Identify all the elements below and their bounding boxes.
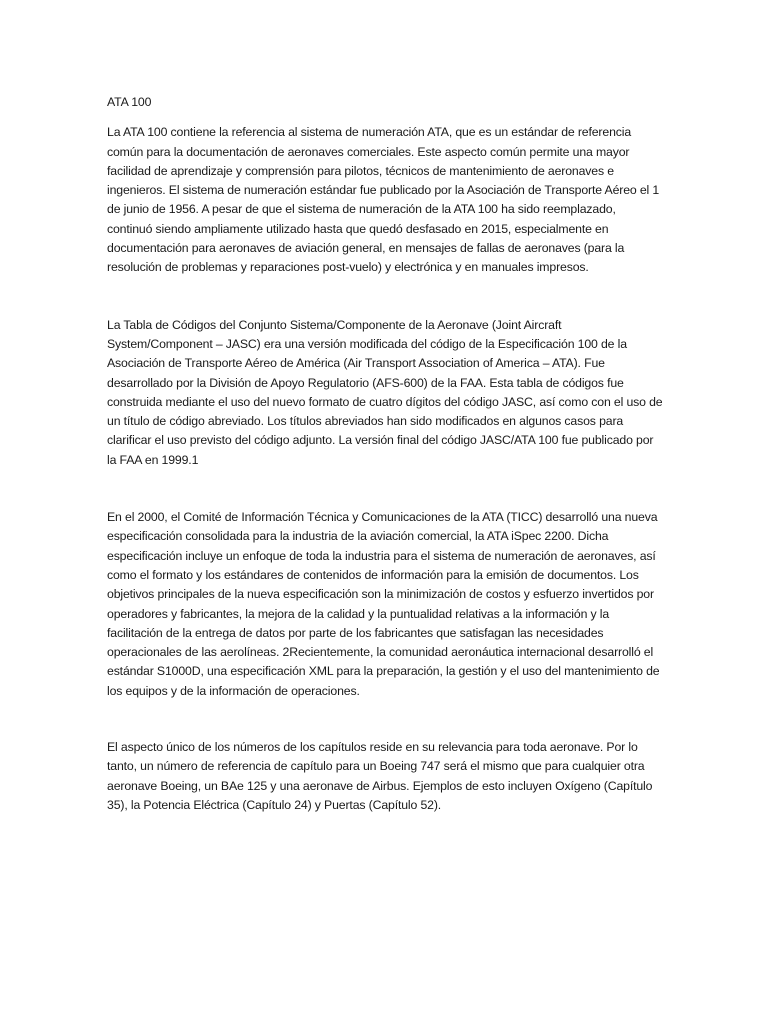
paragraph-ata-100-intro: La ATA 100 contiene la referencia al sistema de numeración ATA, que es un estándar de referencia común para la documentación de aeronaves comerciales. Este aspecto común permite una mayor facilidad de aprendizaje y comprensión para pilotos, técnicos de mantenimiento de aeronaves e ingenieros. El sistema de numeración estándar fue publicado por la Asociación de Transporte Aéreo el 1 de junio de 1956. A pesar de que el sistema de numeración de la ATA 100 ha sido reemplazado, continuó siendo ampliamente utilizado hasta que quedó desfasado en 2015, especialmente en documentación para aeronaves de aviación general, en mensajes de fallas de aeronaves (para la resolución de problemas y reparaciones post-vuelo) y electrónica y en manuales impresos. (107, 125, 660, 275)
document-page (107, 93, 663, 815)
paragraph-ispec-2200: En el 2000, el Comité de Información Técnica y Comunicaciones de la ATA (TICC) desarrolló una nueva especificación consolidada para la industria de la aviación comercial, la ATA iSpec 2200. Dicha especificación incluye un enfoque de toda la industria para el sistema de numeración de aeronaves, así como el formato y los estándares de contenidos de información para la emisión de documentos. Los objetivos principales de la nueva especificación son la minimización de costos y esfuerzo invertidos por operadores y fabricantes, la mejora de la calidad y la puntualidad relativas a la información y la facilitación de la entrega de datos por parte de los fabricantes que satisfagan las necesidades operacionales de las aerolíneas. 2Recientemente, la comunidad aeronáutica internacional desarrolló el estándar S1000D, una especificación XML para la preparación, la gestión y el uso del mantenimiento de los equipos y de la información de operaciones. (107, 510, 660, 698)
paragraph-chapter-numbers: El aspecto único de los números de los capítulos reside en su relevancia para toda aeronave. Por lo tanto, un número de referencia de capítulo para un Boeing 747 será el mismo que para cualquier otra aeronave Boeing, un BAe 125 y una aeronave de Airbus. Ejemplos de esto incluyen Oxígeno (Capítulo 35), la Potencia Eléctrica (Capítulo 24) y Puertas (Capítulo 52). (107, 740, 653, 812)
paragraph-jasc-table: La Tabla de Códigos del Conjunto Sistema/Componente de la Aeronave (Joint Aircraft System/Component – JASC) era una versión modificada del código de la Especificación 100 de la Asociación de Transporte Aéreo de América (Air Transport Association of America – ATA). Fue desarrollado por la División de Apoyo Regulatorio (AFS-600) de la FAA. Esta tabla de códigos fue construida mediante el uso del nuevo formato de cuatro dígitos del código JASC, así como con el uso de un título de código abreviado. Los títulos abreviados han sido modificados en algunos casos para clarificar el uso previsto del código adjunto. La versión final del código JASC/ATA 100 fue publicado por la FAA en 1999.1 (107, 317, 663, 467)
document-title: ATA 100 (107, 95, 152, 109)
